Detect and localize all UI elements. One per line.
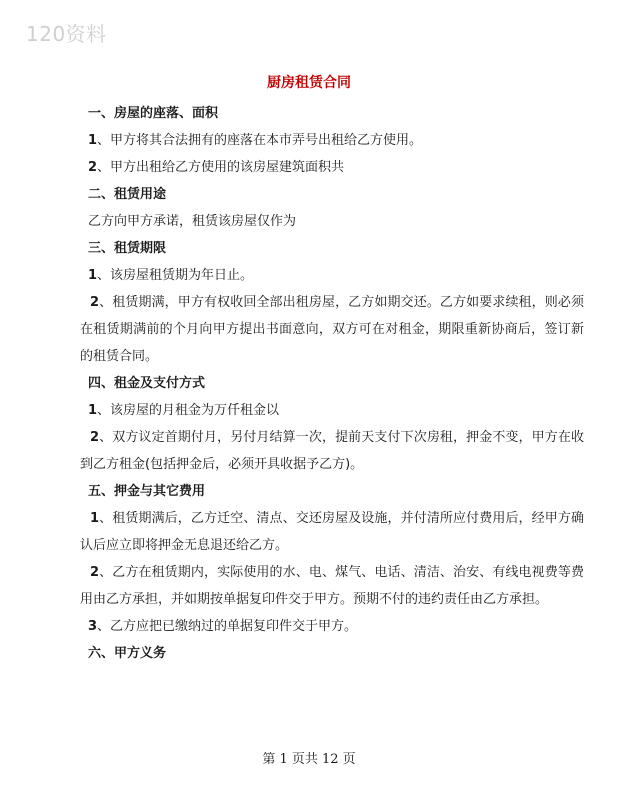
clause-number: 1 [88, 268, 98, 283]
page-footer: 第 1 页共 12 页 [262, 752, 356, 767]
clause-text: 、乙方应把已缴纳过的单据复印件交于甲方。 [97, 619, 358, 634]
clause-5-1 [80, 505, 584, 559]
clause-number: 2 [90, 565, 100, 580]
clause-number: 3 [88, 619, 98, 634]
clause-number: 1 [88, 133, 98, 148]
clause-text: 、甲方将其合法拥有的座落在本市弄号出租给乙方使用。 [97, 133, 423, 148]
clause-text: 、双方议定首期付月，另付月结算一次，提前天支付下次房租，押金不变，甲方在收到乙方租金(包括押金后，必须开具收据予乙方)。 [80, 430, 584, 472]
clause-number: 1 [88, 403, 98, 418]
clause-1-1 [84, 127, 584, 154]
clause-text: 、租赁期满后，乙方迁空、清点、交还房屋及设施，并付清所应付费用后，经甲方确认后应立即将押金无息退还给乙方。 [80, 511, 584, 553]
clause-number: 2 [90, 295, 100, 310]
clause-text: 、甲方出租给乙方使用的该房屋建筑面积共 [97, 160, 345, 175]
section-heading-purpose: 二、租赁用途 [88, 187, 167, 202]
clause-number: 1 [90, 511, 100, 526]
section-heading-lessor-duties: 六、甲方义务 [88, 646, 167, 661]
document-body [80, 100, 584, 667]
clause-number: 2 [90, 430, 100, 445]
clause-1-2 [84, 154, 584, 181]
clause-5-3 [84, 613, 584, 640]
clause-4-2 [80, 424, 584, 478]
clause-text: 、该房屋的月租金为万仟租金以 [97, 403, 280, 418]
clause-text: 、该房屋租赁期为年日止。 [97, 268, 254, 283]
clause-4-1 [84, 397, 584, 424]
section-heading-deposit: 五、押金与其它费用 [88, 484, 206, 499]
section-heading-location: 一、房屋的座落、面积 [88, 106, 219, 121]
clause-number: 2 [88, 160, 98, 175]
purpose-text: 乙方向甲方承诺，租赁该房屋仅作为 [88, 214, 297, 229]
clause-text: 、乙方在租赁期内，实际使用的水、电、煤气、电话、清洁、治安、有线电视费等费用由乙方承担，并如期按单据复印件交于甲方。预期不付的违约责任由乙方承担。 [80, 565, 584, 607]
clause-3-1 [84, 262, 584, 289]
clause-3-2 [80, 289, 584, 370]
clause-5-2 [80, 559, 584, 613]
section-heading-rent: 四、租金及支付方式 [88, 376, 206, 391]
watermark: 120资料 [26, 22, 107, 46]
document-title: 厨房租赁合同 [267, 75, 351, 91]
section-heading-term: 三、租赁期限 [88, 241, 167, 256]
clause-text: 、租赁期满，甲方有权收回全部出租房屋，乙方如期交还。乙方如要求续租，则必须在租赁期满前的个月向甲方提出书面意向，双方可在对租金，期限重新协商后，签订新的租赁合同。 [80, 295, 584, 364]
